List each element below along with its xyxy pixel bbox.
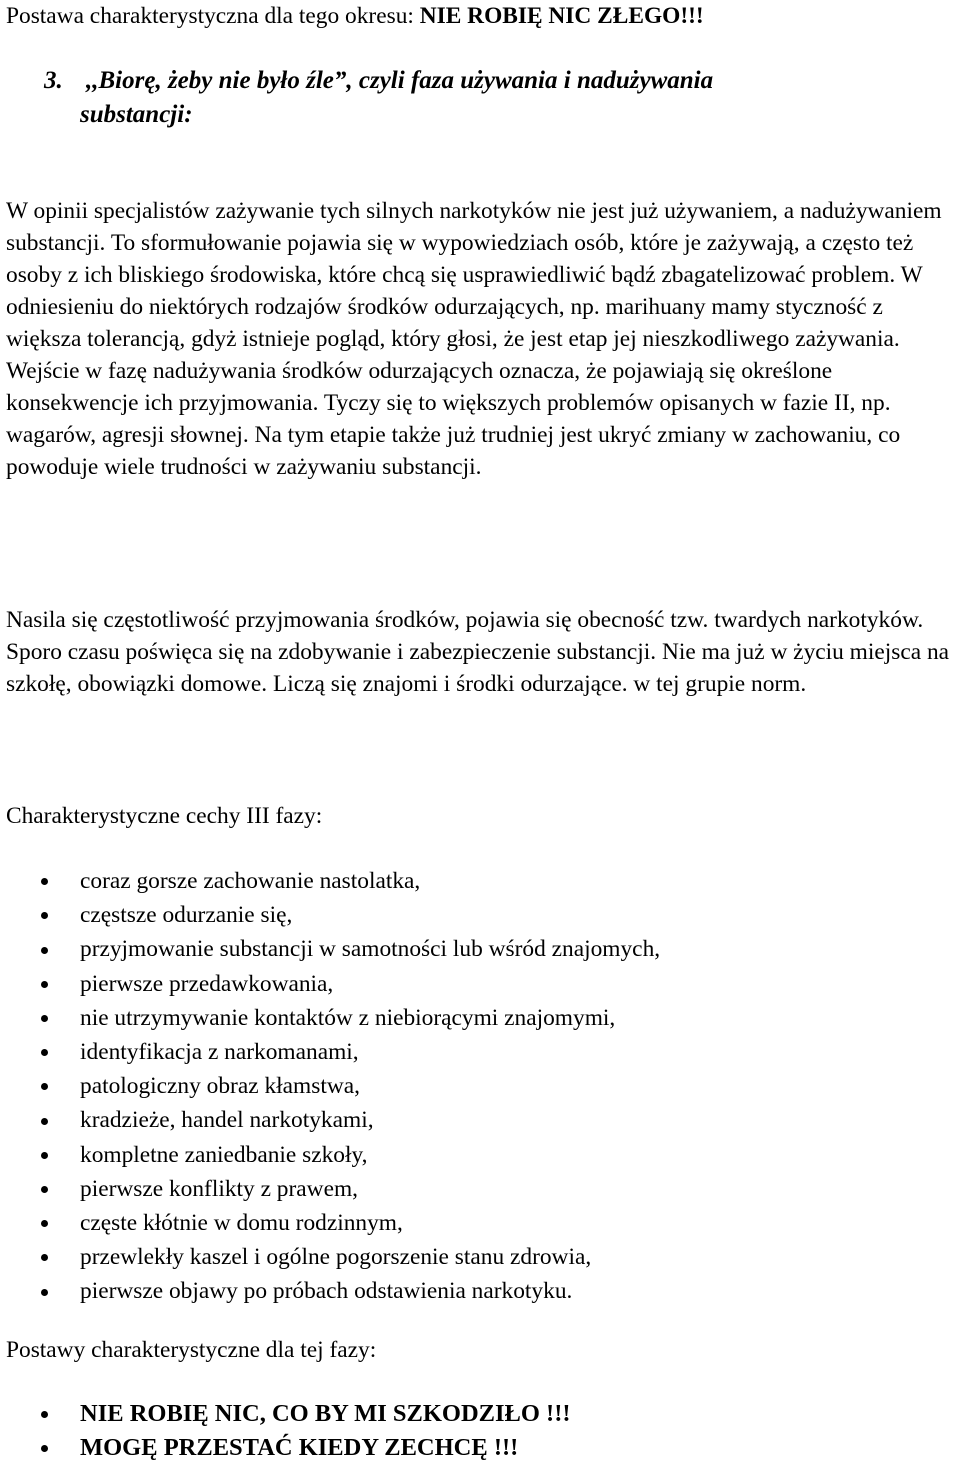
- attitudes-list: [6, 1397, 571, 1465]
- list-item: coraz gorsze zachowanie nastolatka,: [6, 864, 660, 898]
- section-number: 3.: [44, 67, 63, 94]
- intro-emphasis: NIE ROBIĘ NIC ZŁEGO!!!: [419, 3, 704, 29]
- section-title-line1: ,,Biorę, żeby nie było źle”, czyli faza używania i nadużywania: [86, 67, 714, 94]
- list-item: pierwsze przedawkowania,: [6, 967, 660, 1001]
- paragraph-escalation: Nasila się częstotliwość przyjmowania środków, pojawia się obecność tzw. twardych narkotyków. Sporo czasu poświęca się na zdobywanie i zabezpieczenie substancji. Nie ma już w życiu miejsca na szkołę, obowiązki domowe. Liczą się znajomi i środki odurzające. w tej grupie norm.: [6, 607, 950, 697]
- list-item: częste kłótnie w domu rodzinnym,: [6, 1206, 660, 1240]
- list-item: częstsze odurzanie się,: [6, 898, 660, 932]
- list-item: nie utrzymywanie kontaktów z niebiorącymi znajomymi,: [6, 1001, 660, 1035]
- features-label: Charakterystyczne cechy III fazy:: [6, 803, 323, 829]
- list-item: MOGĘ PRZESTAĆ KIEDY ZECHCĘ !!!: [6, 1431, 571, 1465]
- intro-text: Postawa charakterystyczna dla tego okresu:: [6, 3, 420, 29]
- section-heading: [6, 64, 886, 132]
- list-item: przewlekły kaszel i ogólne pogorszenie stanu zdrowia,: [6, 1240, 660, 1274]
- paragraph-usage: W opinii specjalistów zażywanie tych silnych narkotyków nie jest już używaniem, a nadużywaniem substancji. To sformułowanie pojawia się w wypowiedziach osób, które je zażywają, a często też osoby z ich bliskiego środowiska, które chcą się usprawiedliwić bądź zbagatelizować problem. W odniesieniu do niektórych rodzajów środków odurzających, np. marihuany mamy styczność z większa tolerancją, gdyż istnieje pogląd, który głosi, że jest etap jej nieszkodliwego zażywania. Wejście w fazę nadużywania środków odurzających oznacza, że pojawiają się określone konsekwencje ich przyjmowania. Tyczy się to większych problemów opisanych w fazie II, np. wagarów, agresji słownej. Na tym etapie także już trudniej jest ukryć zmiany w zachowaniu, co powoduje wiele trudności w zażywaniu substancji.: [6, 198, 942, 480]
- list-item: identyfikacja z narkomanami,: [6, 1035, 660, 1069]
- list-item: przyjmowanie substancji w samotności lub wśród znajomych,: [6, 932, 660, 966]
- list-item: pierwsze konflikty z prawem,: [6, 1172, 660, 1206]
- list-item: NIE ROBIĘ NIC, CO BY MI SZKODZIŁO !!!: [6, 1397, 571, 1431]
- list-item: kompletne zaniedbanie szkoły,: [6, 1138, 660, 1172]
- intro-line: [6, 0, 951, 32]
- list-item: patologiczny obraz kłamstwa,: [6, 1069, 660, 1103]
- list-item: kradzieże, handel narkotykami,: [6, 1103, 660, 1137]
- attitudes-label: Postawy charakterystyczne dla tej fazy:: [6, 1337, 377, 1363]
- list-item: pierwsze objawy po próbach odstawienia narkotyku.: [6, 1274, 660, 1308]
- section-title-line2: substancji:: [80, 101, 193, 128]
- features-list: [6, 864, 660, 1309]
